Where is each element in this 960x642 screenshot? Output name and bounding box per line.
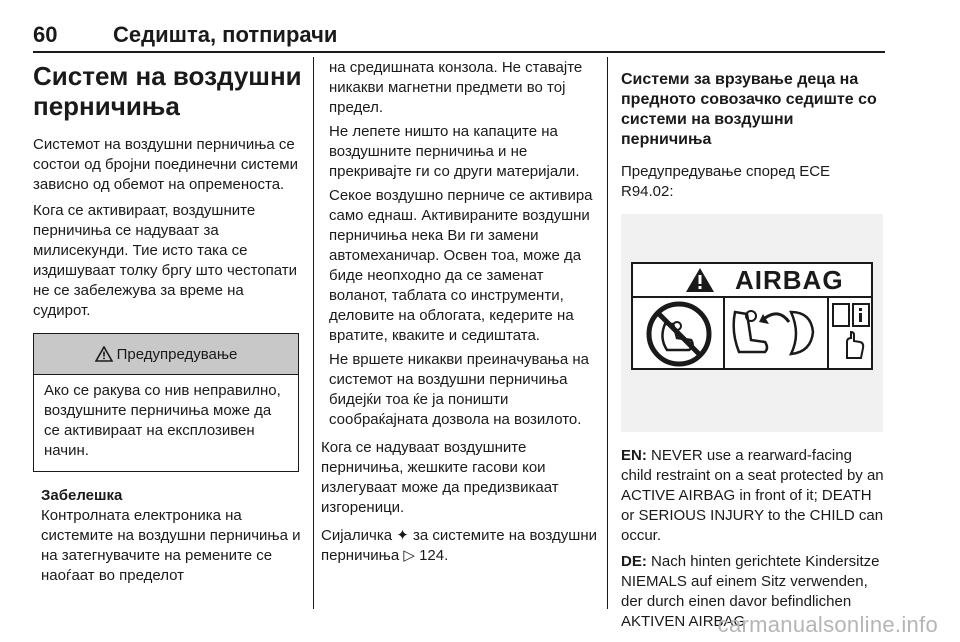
column-divider-2 xyxy=(607,57,608,609)
paragraph: Системот на воздушни перничиња се состои од бројни поединечни системи зависно од обемот на опременоста. xyxy=(33,136,298,193)
airbag-warning-label xyxy=(621,214,883,432)
note-text: Контролната електроника на системите на воздушни перничиња и на затегнувачите на ремените се наоѓаат во пределот xyxy=(41,507,301,584)
subtitle: Предупредување според ECE R94.02: xyxy=(621,163,831,200)
read-manual-pictogram xyxy=(829,298,873,368)
subsection-heading: Системи за врзување деца на предното совозачко седиште со системи на воздушни перничиња xyxy=(621,71,877,148)
paragraph-airbag-light: Сијаличка ✦ за системите на воздушни перничиња ▷ 124. xyxy=(321,527,597,564)
section-title: Систем на воздушни перничиња xyxy=(33,61,302,121)
column-3 xyxy=(621,58,886,632)
airbag-deploy-pictogram xyxy=(725,298,829,368)
header-divider xyxy=(33,51,885,53)
page-reference-link[interactable]: 124. xyxy=(419,547,449,564)
column-1 xyxy=(33,58,303,586)
paragraph: на средишната конзола. Не ставајте никакви магнетни предмети во тој предел. xyxy=(329,59,583,116)
airbag-light-icon: ✦ xyxy=(396,527,409,544)
no-child-seat-pictogram xyxy=(633,298,725,368)
note-heading: Забелешка xyxy=(41,487,123,504)
paragraph: Кога се надуваат воздушните перничиња, жешките гасови кои излегуваат може да предизвикаат изгореници. xyxy=(321,439,559,516)
watermark: carmanualsonline.info xyxy=(717,612,938,637)
warning-heading: Предупредување xyxy=(116,345,238,363)
page-reference-icon: ▷ xyxy=(403,547,415,564)
warning-de: DE: Nach hinten gerichtete Kindersitze NIEMALS auf einem Sitz verwenden, der durch einen davor befindlichen AKTIVEN AIRBAG xyxy=(621,553,880,630)
page-header xyxy=(33,22,885,52)
warning-header xyxy=(34,334,298,375)
column-divider-1 xyxy=(313,57,314,609)
page-title: Седишта, потпирачи xyxy=(113,22,338,47)
paragraph: Не лепете ништо на капаците на воздушните перничиња и не прекривајте ги со други материјали. xyxy=(329,123,580,180)
warning-box xyxy=(33,333,299,472)
warning-triangle-icon xyxy=(685,267,715,293)
warning-en: EN: NEVER use a rearward-facing child restraint on a seat protected by an ACTIVE AIRBAG in front of it; DEATH or SERIOUS INJURY to the CHILD can occur. xyxy=(621,447,884,544)
paragraph: Секое воздушно перниче се активира само еднаш. Активираните воздушни перничиња нека Ви ги замени автомеханичар. Освен тоа, може да биде неопходно да се заменат воланот, таблата со инструменти, деловите на облогата, кедерите на вратите, кваките и седиштата. xyxy=(329,187,593,344)
warning-text: Ако се ракува со нив неправилно, воздушните перничиња може да се активираат на експлозивен начин. xyxy=(44,382,281,459)
page-number: 60 xyxy=(33,22,58,47)
paragraph: Не вршете никакви преиначувања на системот на воздушни перничиња бидејќи тоа ќе ја поништи сообраќајната дозвола на возилото. xyxy=(329,351,589,428)
label-banner-text: AIRBAG xyxy=(735,265,844,295)
paragraph: Кога се активираат, воздушните перничиња се надуваат за милисекунди. Тие исто така се издишуваат толку бргу што честопати не се забележува за време на судирот. xyxy=(33,202,298,319)
column-2 xyxy=(321,58,601,566)
warning-triangle-icon xyxy=(95,346,113,362)
